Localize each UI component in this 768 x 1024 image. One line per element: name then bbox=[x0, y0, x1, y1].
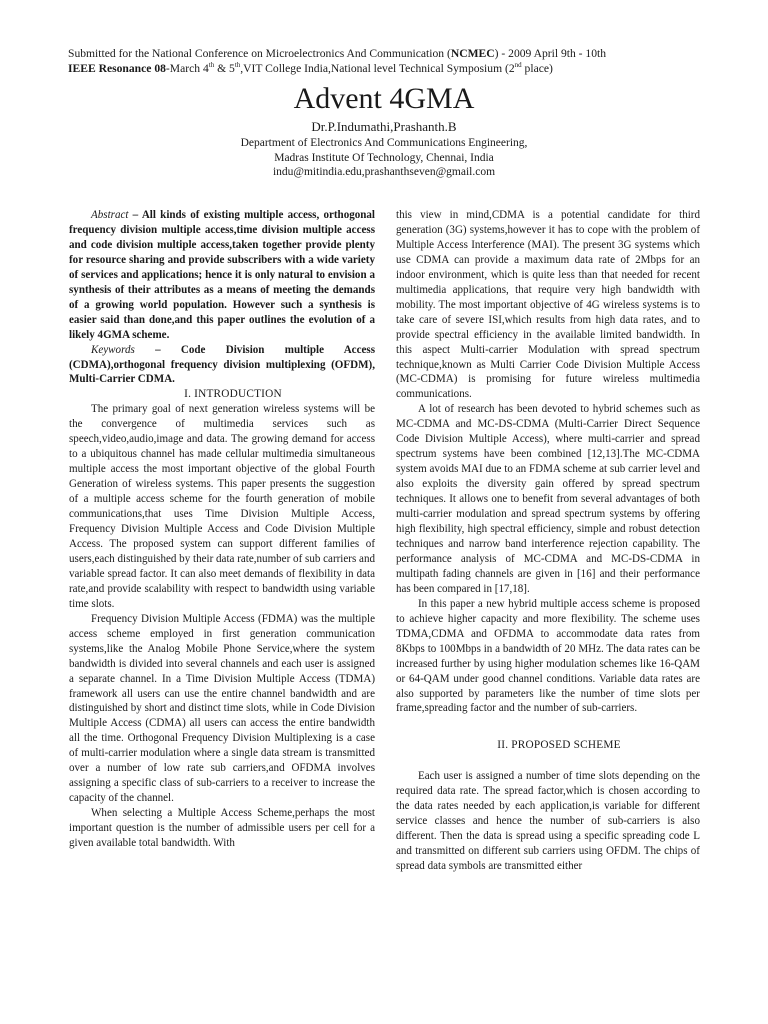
conference-header-line-1 bbox=[68, 46, 708, 61]
affiliation-email: indu@mitindia.edu,prashanthseven@gmail.com bbox=[272, 166, 496, 178]
header-text: -March 4 bbox=[165, 62, 209, 75]
header-text: place) bbox=[521, 62, 553, 75]
affiliation-institute: Madras Institute Of Technology, Chennai, India bbox=[274, 151, 494, 164]
conference-header-line-2 bbox=[68, 61, 708, 76]
body-paragraph: When selecting a Multiple Access Scheme,perhaps the most important question is the number of admissible users per cell for a given available total bandwidth. With bbox=[69, 807, 375, 850]
header-text: Submitted for the National Conference on Microelectronics And Communication ( bbox=[68, 47, 451, 60]
header-date: ) - 2009 April 9th - 10th bbox=[494, 47, 607, 60]
header-superscript: th bbox=[208, 61, 215, 70]
keywords-text: – Code Division multiple Access (CDMA),orthogonal frequency division multiplexing (OFDM), Multi-Carrier CDMA. bbox=[69, 343, 375, 386]
right-column bbox=[396, 208, 700, 874]
abstract-text: – All kinds of existing multiple access, orthogonal frequency division multiple access,time division multiple access and code division multiple access,taken together provide plenty for resource sharing and provide subscribers with a wide variety of services and applications; hence it is only natural to envision a synthesis of their attributes as a means of meeting the demands of a growing world population. However such a synthesis is easier said than done,and this paper outlines the evolution of a likely 4GMA scheme. bbox=[69, 209, 375, 341]
header-superscript: nd bbox=[514, 61, 522, 70]
body-paragraph: this view in mind,CDMA is a potential candidate for third generation (3G) systems,however it has to cope with the problem of Multiple Access Interference (MAI). The present 3G systems which use CDMA can provide a maximum data rate of 2Mbps for an indoor environment, which is quite less than that needed for recent multimedia applications, that require very high bandwidth with mobility. The most important objective of 4G wireless systems is to take care of severe ISI,which results from high data rates, and to provide spectral efficiency in the available limited bandwidth. In this aspect Multi-carrier Modulation with spread spectrum technique,known as Multi Carrier Code Division Multiple Access (MC-CDMA) is promising for future wireless multimedia communications. bbox=[396, 209, 700, 401]
body-paragraph: A lot of research has been devoted to hybrid schemes such as MC-CDMA and MC-DS-CDMA (Multi-Carrier Direct Sequence Code Division Multiple Access), where multi-carrier and spread spectrum systems have been combined [12,13].The MC-CDMA system avoids MAI due to an FDMA scheme at sub carrier level and also exploits the diversity gain offered by spread spectrum techniques. It allows one to benefit from several advantages of both multi-carrier modulation and spread spectrum systems by offering high flexibility, high spectral efficiency, simple and robust detection techniques and narrow band interference rejection capability. The performance analysis of MC-CDMA and MC-DS-CDMA in multipath fading channels are given in [16] and their performance has been compared in [17,18]. bbox=[396, 403, 700, 595]
left-column bbox=[69, 208, 375, 851]
body-paragraph: In this paper a new hybrid multiple access scheme is proposed to achieve higher capacity and more flexibility. The scheme uses TDMA,CDMA and OFDMA to accommodate data rates from 8Kbps to 100Mbps in a bandwidth of 20 MHz. The data rates can be increased further by using higher modulation schemes like 16-QAM or 64-QAM under good channel conditions. Variable data rates are also supported by parameters like the number of time slots per frame,spreading factor and the number of sub-carriers. bbox=[396, 597, 700, 715]
author-affiliation bbox=[0, 136, 768, 180]
header-text: & 5 bbox=[214, 62, 235, 75]
section-heading-introduction: I. INTRODUCTION bbox=[184, 388, 282, 401]
affiliation-department: Department of Electronics And Communications Engineering, bbox=[240, 137, 528, 149]
section-heading-proposed-scheme: II. PROPOSED SCHEME bbox=[497, 739, 621, 752]
abstract bbox=[69, 208, 375, 343]
keywords-label: Keywords bbox=[91, 343, 135, 356]
header-conference-acronym: NCMEC bbox=[450, 47, 495, 60]
abstract-label: Abstract bbox=[91, 209, 129, 221]
body-paragraph: Frequency Division Multiple Access (FDMA) was the multiple access scheme employed in first generation communication systems,like the Analog Mobile Phone Service,where the system bandwidth is divided into several channels and each user is assigned a separate channel. In a Time Division Multiple Access (TDMA) framework all users can use the entire channel bandwidth and are distinguished by short and distinct time slots, while in Code Division Multiple Access (CDMA) all users can access the entire bandwidth all the time. Orthogonal Frequency Division Multiplexing is a case of multi-carrier modulation where a single data stream is transmitted over a number of low rate sub carriers,and OFDMA involves assigning a specific class of sub-carriers to a receiver to increase the capacity of the channel. bbox=[69, 612, 375, 805]
body-paragraph: The primary goal of next generation wireless systems will be the convergence of multimedia services such as speech,video,audio,image and data. The growing demand for access to a ubiquitous channel has made cellular multimedia simultaneous multiple access the most important objective of the global Fourth Generation of wireless systems. This paper presents the suggestion of a multiple access scheme for the fourth generation of mobile communications,that uses Time Division Multiple Access, Frequency Division Multiple Access and Code Division Multiple Access. The proposed system can support different families of users,each distinguished by their data rate,number of sub carriers and variable spread factor. It can also meet demands of flexibility in data rate,and provide scalability with respect to bandwidth using variable time slots. bbox=[69, 403, 375, 610]
paper-authors: Dr.P.Indumathi,Prashanth.B bbox=[311, 119, 457, 134]
body-paragraph: Each user is assigned a number of time slots depending on the required data rate. The spread factor,which is chosen according to the data rates needed by each application,is variable for different service classes and hence the number of sub-carriers is also different. Then the data is spread using a specific spreading code L and transmitted on different sub carriers using OFDM. The chips of spread data symbols are transmitted either bbox=[396, 770, 700, 873]
keywords bbox=[69, 343, 375, 388]
header-text: ,VIT College India,National level Technical Symposium (2 bbox=[240, 62, 515, 75]
header-superscript: th bbox=[234, 61, 241, 70]
paper-title: Advent 4GMA bbox=[293, 82, 475, 115]
header-event-name: IEEE Resonance 08 bbox=[68, 62, 166, 75]
